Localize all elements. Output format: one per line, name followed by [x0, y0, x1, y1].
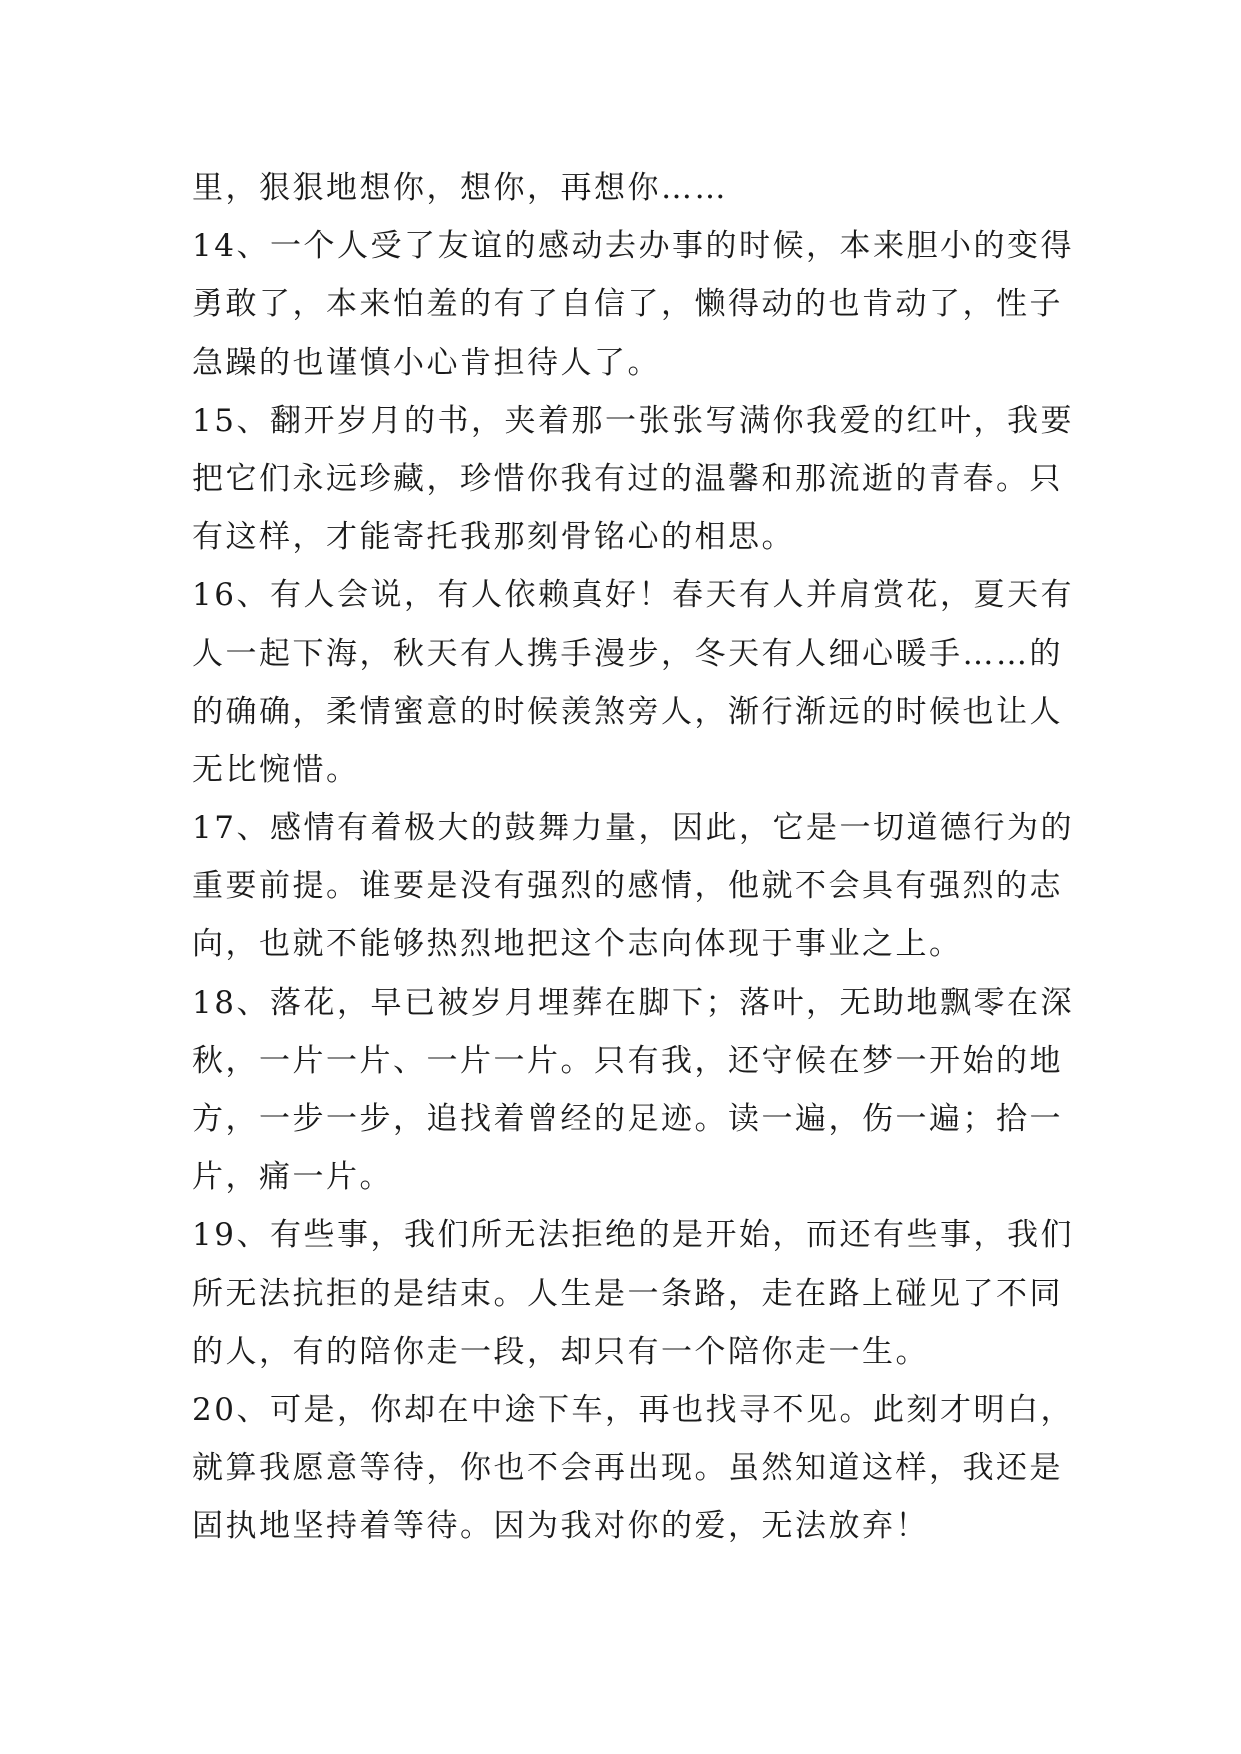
text-line: 无比惋惜。: [192, 751, 360, 788]
text-line: 把它们永远珍藏，珍惜你我有过的温馨和那流逝的青春。只: [192, 460, 1063, 497]
text-line: 勇敢了，本来怕羞的有了自信了，懒得动的也肯动了，性子: [192, 286, 1063, 323]
text-line: 18、落花，早已被岁月埋葬在脚下；落叶，无助地飘零在深: [192, 984, 1074, 1021]
text-line: 20、可是，你却在中途下车，再也找寻不见。此刻才明白，: [192, 1391, 1074, 1428]
text-line: 16、有人会说，有人依赖真好！春天有人并肩赏花，夏天有: [192, 577, 1074, 614]
text-line: 里，狠狠地想你，想你，再想你……: [192, 170, 728, 206]
text-line: 有这样，才能寄托我那刻骨铭心的相思。: [192, 519, 795, 556]
text-line: 19、有些事，我们所无法拒绝的是开始，而还有些事，我们: [192, 1217, 1074, 1254]
text-line: 的人，有的陪你走一段，却只有一个陪你走一生。: [192, 1333, 929, 1370]
text-line: 14、一个人受了友谊的感动去办事的时候，本来胆小的变得: [192, 228, 1074, 265]
text-line: 向，也就不能够热烈地把这个志向体现于事业之上。: [192, 926, 963, 963]
text-line: 所无法抗拒的是结束。人生是一条路，走在路上碰见了不同: [192, 1275, 1063, 1312]
body-text: [192, 159, 1074, 1556]
text-line: 人一起下海，秋天有人携手漫步，冬天有人细心暖手……的: [192, 635, 1063, 672]
text-line: 方，一步一步，追找着曾经的足迹。读一遍，伤一遍；拾一: [192, 1101, 1063, 1137]
text-line: 片，痛一片。: [192, 1159, 393, 1196]
text-line: 急躁的也谨慎小心肯担待人了。: [192, 344, 661, 381]
text-line: 15、翻开岁月的书，夹着那一张张写满你我爱的红叶，我要: [192, 402, 1074, 439]
text-line: 17、感情有着极大的鼓舞力量，因此，它是一切道德行为的: [192, 810, 1074, 847]
text-line: 秋，一片一片、一片一片。只有我，还守候在梦一开始的地: [192, 1042, 1063, 1079]
text-line: 就算我愿意等待，你也不会再出现。虽然知道这样，我还是: [192, 1450, 1063, 1487]
text-line: 固执地坚持着等待。因为我对你的爱，无法放弃！: [192, 1508, 929, 1545]
text-line: 重要前提。谁要是没有强烈的感情，他就不会具有强烈的志: [192, 868, 1063, 905]
text-line: 的确确，柔情蜜意的时候羡煞旁人，渐行渐远的时候也让人: [192, 693, 1063, 730]
